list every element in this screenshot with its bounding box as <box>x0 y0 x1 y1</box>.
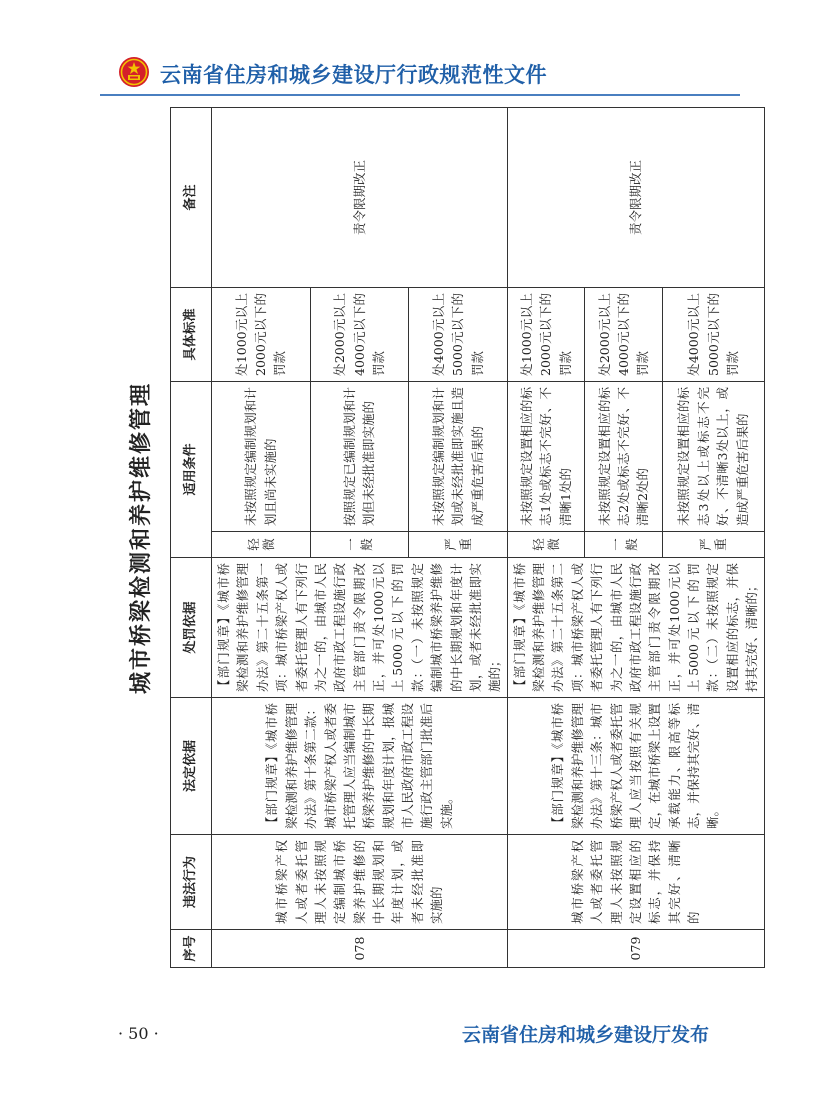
header-standard: 具体标准 <box>171 287 212 381</box>
rotated-table-page <box>118 108 760 968</box>
condition-cell: 未按照规定编制规划和计划且尚未实施的 <box>212 381 311 531</box>
level-cell: 一般 <box>310 532 409 558</box>
penalty-table <box>170 107 765 968</box>
footer-publisher: 云南省住房和城乡建设厅发布 <box>462 1024 710 1046</box>
standard-cell: 处1000元以上2000元以下的罚款 <box>212 287 311 381</box>
remarks-cell: 责令限期改正 <box>212 107 508 287</box>
penalty-basis-cell: 【部门规章】《城市桥梁检测和养护维修管理办法》第二十五条第一项：城市桥梁产权人或者委托管理人有下列行为之一的，由城市人民政府市政工程设施行政主管部门责令限期改正，并可处1000元以上5000元以下的罚款：（一）未按照规定编制城市桥梁养护维修的中长期规划和年度计划，或者未经批准即实施的； <box>212 558 508 698</box>
level-cell: 一般 <box>585 532 663 558</box>
table-header-row <box>171 107 212 967</box>
level-cell: 严重 <box>662 532 764 558</box>
level-cell: 严重 <box>409 532 508 558</box>
national-emblem-icon <box>118 56 150 88</box>
remarks-cell: 责令限期改正 <box>507 107 764 287</box>
legal-basis-cell: 【部门规章】《城市桥梁检测和养护维修管理办法》第十三条：城市桥梁产权人或者委托管理人应当按照有关规定，在城市桥梁上设置承载能力、限高等标志，并保持其完好、清晰。 <box>507 698 764 835</box>
table-row <box>212 107 311 967</box>
penalty-basis-cell: 【部门规章】《城市桥梁检测和养护维修管理办法》第二十五条第二项：城市桥梁产权人或者委托管理人有下列行为之一的，由城市人民政府市政工程设施行政主管部门责令限期改正，并可处1000元以上5000元以下的罚款：（二）未按照规定设置相应的标志，并保持其完好、清晰的； <box>507 558 764 698</box>
table-title: 城市桥梁检测和养护维修管理 <box>128 382 154 695</box>
header-legal-basis: 法定依据 <box>171 698 212 835</box>
page-header <box>100 50 740 98</box>
table-row <box>507 107 585 967</box>
standard-cell: 处2000元以上4000元以下的罚款 <box>585 287 663 381</box>
condition-cell: 按照规定已编制规划和计划但未经批准即实施的 <box>310 381 409 531</box>
condition-cell: 未按照规定设置相应的标志3处以上或标志不完好、不清晰3处以上，或造成严重危害后果的 <box>662 381 764 531</box>
header-no: 序号 <box>171 930 212 968</box>
standard-cell: 处2000元以上4000元以下的罚款 <box>310 287 409 381</box>
header-remarks: 备注 <box>171 107 212 287</box>
level-cell: 轻微 <box>212 532 311 558</box>
legal-basis-cell: 【部门规章】《城市桥梁检测和养护维修管理办法》第十条第二款：城市桥梁产权人或者委托管理人应当编制城市桥梁养护维修的中长期规划和年度计划，报城市人民政府市政工程设施行政主管部门批准后实施。 <box>212 698 508 835</box>
row-number: 079 <box>507 930 764 968</box>
header-title: 云南省住房和城乡建设厅行政规范性文件 <box>160 63 547 87</box>
header-violation: 违法行为 <box>171 835 212 930</box>
violation-cell: 城市桥梁产权人或者委托管理人未按照规定设置相应的标志，并保持其完好、清晰的 <box>507 835 764 930</box>
header-penalty-basis: 处罚依据 <box>171 558 212 698</box>
standard-cell: 处1000元以上2000元以下的罚款 <box>507 287 585 381</box>
standard-cell: 处4000元以上5000元以下的罚款 <box>662 287 764 381</box>
condition-cell: 未按照规定设置相应的标志1处或标志不完好、不清晰1处的 <box>507 381 585 531</box>
condition-cell: 未按照规定设置相应的标志2处或标志不完好、不清晰2处的 <box>585 381 663 531</box>
page-number: · 50 · <box>118 1024 159 1043</box>
condition-cell: 未按照规定编制规划和计划或未经批准即实施且造成严重危害后果的 <box>409 381 508 531</box>
row-number: 078 <box>212 930 508 968</box>
level-cell: 轻微 <box>507 532 585 558</box>
header-divider <box>100 94 740 96</box>
header-conditions: 适用条件 <box>171 381 212 557</box>
standard-cell: 处4000元以上5000元以下的罚款 <box>409 287 508 381</box>
violation-cell: 城市桥梁产权人或者委托管理人未按照规定编制城市桥梁养护维修的中长期规划和年度计划，或者未经批准即实施的 <box>212 835 508 930</box>
